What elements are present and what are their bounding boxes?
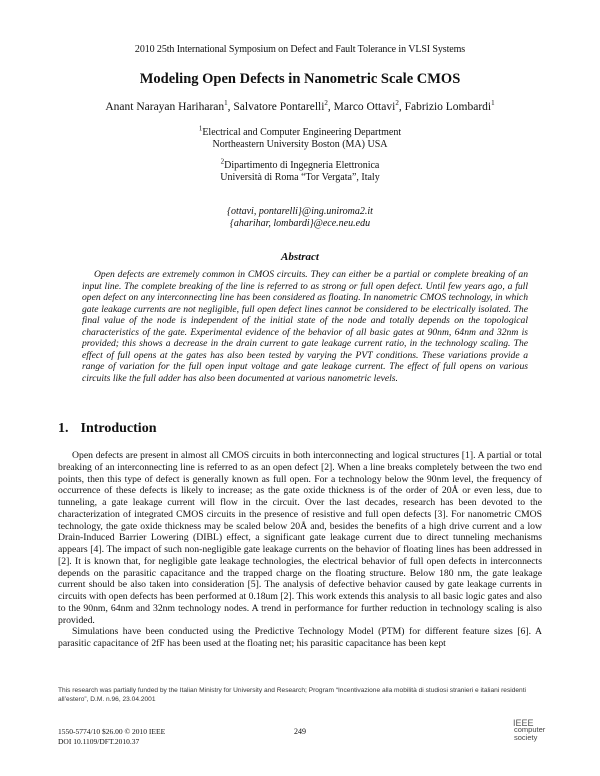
affiliation-1 [0,124,600,151]
affiliation-institution: Università di Roma “Tor Vergata”, Italy [220,172,380,183]
author-emails [0,206,600,230]
affiliation-department: Dipartimento di Ingegneria Elettronica [224,160,380,171]
affiliation-2 [0,157,600,184]
conference-header: 2010 25th International Symposium on Defect and Fault Tolerance in VLSI Systems [134,44,466,55]
email-line: {ottavi, pontarelli}@ing.uniroma2.it [227,206,373,217]
logo-text-line: society [514,732,538,742]
abstract-text: Open defects are extremely common in CMOS circuits. They can either be a partial or complete breaking of an input line. The complete breaking of the line is referred to as strong or full open defect. Until few years ago, a full open defect on any interconnecting line has been considered as floating. In nanometric CMOS technology, in which gate leakage currents are not negligible, full open defect lines cannot be considered to be electrically isolated. The final value of the node is independent of the initial state of the node and totally depends on the topological characteristics of the gate. Experimental evidence of the behavior of all basic gates at 90nm, 64nm and 32nm is provided; this shows a decrease in the drain current to gate leakage current ratio, in the technology scaling. The effect of full opens at the gates has also been tested by varying the PVT conditions. These variations provide a range of variation for the full open input voltage and gate leakage current. The effect of full opens on various circuits like the full adder has also been documented at various nanometric levels. [82,269,528,384]
author-separator: , [327,101,334,113]
computer-society-logo [500,718,548,750]
affiliation-institution: Northeastern University Boston (MA) USA [212,139,388,150]
abstract-heading: Abstract [281,251,319,263]
author-separator: , [398,101,405,113]
section-number: 1. [58,421,69,436]
logo-text-line: computer [514,725,546,734]
author-affiliation-mark: 2 [395,99,399,108]
author-separator: , [227,101,234,113]
author-list [0,101,600,113]
author-affiliation-mark: 2 [324,99,328,108]
logo-text [514,726,545,741]
section-body [58,450,542,650]
author-name: Salvatore Pontarelli [233,101,325,113]
logo-mark-icon: IEEE [513,718,534,728]
section-title: Introduction [80,421,157,436]
funding-footnote: This research was partially funded by the Italian Ministry for University and Research; Program “Incentivazione alla mobilità di studiosi stranieri e italiani residenti all’estero”, D.M. n.96, 23.04.2001 [58,687,526,703]
author-affiliation-mark: 1 [491,99,495,108]
issn-line: 1550-5774/10 $26.00 © 2010 IEEE [58,727,166,736]
body-paragraph: Simulations have been conducted using the Predictive Technology Model (PTM) for different feature sizes [6]. A parasitic capacitance of 2fF has been used at the floating net; his parasitic capacitance has been kept [58,626,542,649]
affiliation-department: Electrical and Computer Engineering Department [202,127,402,138]
paper-title: Modeling Open Defects in Nanometric Scale CMOS [139,71,461,87]
author-affiliation-mark: 1 [224,99,228,108]
affiliation-number: 1 [198,124,203,133]
page-number: 249 [294,727,306,736]
author-name: Anant Narayan Hariharan [105,101,225,113]
section-heading [58,421,156,437]
body-paragraph: Open defects are present in almost all CMOS circuits in both interconnecting and logical structures [1]. A partial or total breaking of an interconnecting line is referred to as an open defect [2]. When a line breaks completely between the two end points, then this type of defect is generally known as full open. For a technology below the 90nm level, the frequency of occurrence of these defects is likely to increase; as the gate oxide thickness is of the order of 20Å or even less, due to tunneling, a gate leakage current will flow in the circuit. Over the last decades, research has been devoted to the characterization of integrated CMOS circuits in the presence of resistive and full open defects [3]. For nanometric CMOS technology, the gate oxide thickness may be scaled below 20Å and, besides the benefits of a high drive current and a low Drain-Induced Barrier Lowering (DIBL) effect, a significant gate leakage current due to direct tunneling mechanisms appears [4]. The impact of such non-negligible gate leakage currents on the behavior of floating lines has been addressed in [2]. It is known that, for negligible gate leakage technologies, the electrical behavior of full open defects in interconnects depends on the parasitic capacitance and the trapped charge on the floating structure. Below 180 nm, the gate leakage current should be also taken into consideration [5]. The analysis of defective behavior caused by gate leakage currents in circuits with open defects has been performed at 0.18um [2]. This work extends this analysis to all basic logic gates and also to the 90nm, 64nm and 32nm technology nodes. A trend in performance for further reduction in technology scaling is also provided. [58,450,542,626]
author-name: Fabrizio Lombardi [404,101,492,113]
email-line: {aharihar, lombardi}@ece.neu.edu [229,218,371,229]
affiliation-number: 2 [220,157,225,166]
author-name: Marco Ottavi [333,101,396,113]
doi-line: DOI 10.1109/DFT.2010.37 [58,737,140,746]
